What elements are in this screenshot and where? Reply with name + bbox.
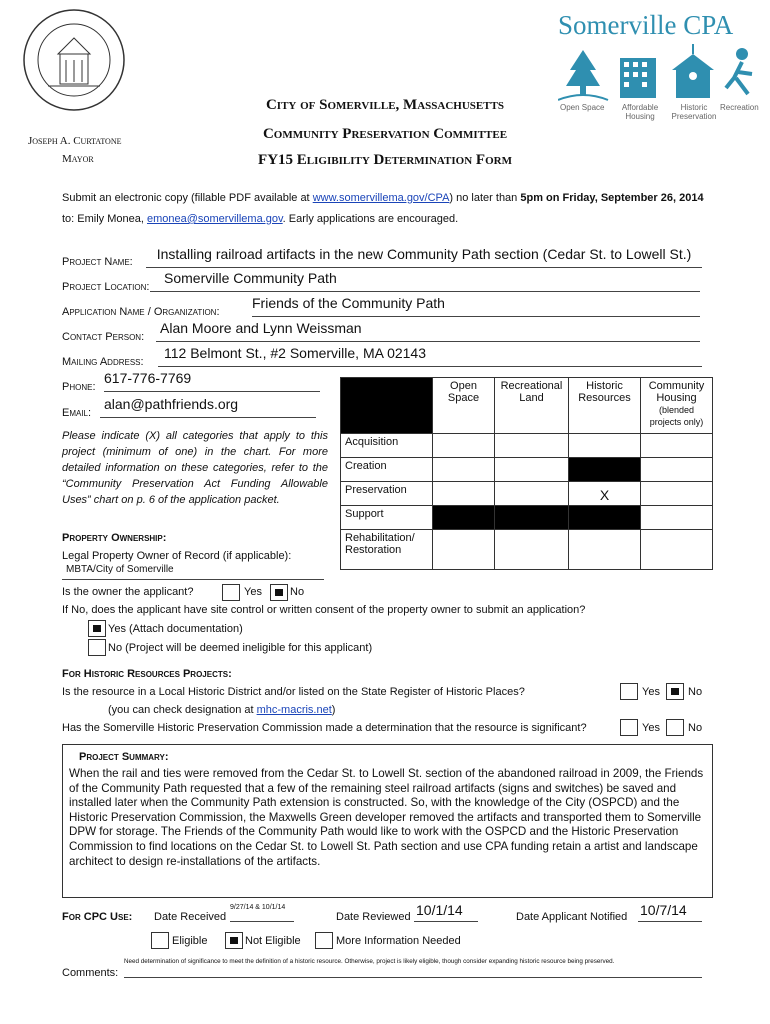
owner-label: Legal Property Owner of Record (if applicable): xyxy=(62,550,292,562)
cell-blocked xyxy=(569,506,641,530)
cell[interactable] xyxy=(641,482,713,506)
cell[interactable] xyxy=(569,434,641,458)
date-reviewed-field[interactable]: 10/1/14 xyxy=(414,902,478,922)
historic-q1: Is the resource in a Local Historic District and/or listed on the State Register of Historic Places? xyxy=(62,686,525,698)
eligible-checkbox[interactable] xyxy=(151,932,169,949)
cell[interactable] xyxy=(495,530,569,570)
brand-icons xyxy=(558,44,763,102)
project-name-field[interactable]: Installing railroad artifacts in the new Community Path section (Cedar St. to Lowell St.) xyxy=(146,246,702,268)
historic-heading: For Historic Resources Projects: xyxy=(62,668,232,680)
cell[interactable] xyxy=(495,458,569,482)
row-rehabilitation: Rehabilitation/ Restoration xyxy=(341,530,433,570)
project-location-label: Project Location: xyxy=(62,281,150,293)
row-acquisition: Acquisition xyxy=(341,434,433,458)
cpc-heading: For CPC Use: xyxy=(62,911,133,923)
contact-label: Contact Person: xyxy=(62,331,145,343)
cell-blocked xyxy=(569,458,641,482)
chart-corner xyxy=(341,378,433,434)
project-name-label: Project Name: xyxy=(62,256,133,268)
ownership-heading: Property Ownership: xyxy=(62,532,167,544)
q2-no-label: No xyxy=(688,722,703,734)
cell-blocked xyxy=(495,506,569,530)
date-reviewed-label: Date Reviewed xyxy=(336,911,411,923)
cell[interactable] xyxy=(433,434,495,458)
q2-yes-checkbox[interactable] xyxy=(620,719,638,736)
site-control-question: If No, does the applicant have site control or written consent of the property owner to submit an application? xyxy=(62,604,586,616)
q1-yes-label: Yes xyxy=(642,686,660,698)
historic-q1-note: (you can check designation at mhc-macris.net) xyxy=(108,704,336,716)
q2-no-checkbox[interactable] xyxy=(666,719,684,736)
cpa-link[interactable]: www.somervillema.gov/CPA xyxy=(312,192,450,204)
not-eligible-checkbox[interactable] xyxy=(225,932,243,949)
site-control-no-label: No (Project will be deemed ineligible for this applicant) xyxy=(108,642,373,654)
owner-no-checkbox[interactable] xyxy=(270,584,288,601)
row-preservation: Preservation xyxy=(341,482,433,506)
cell[interactable] xyxy=(433,482,495,506)
q1-yes-checkbox[interactable] xyxy=(620,683,638,700)
summary-text: When the rail and ties were removed from the Cedar St. to Lowell St. section of the abandoned railroad in 2009, the Friends of the Community Path requested that a few of the remaining steel railroad artifacts (signs and switches) be saved and installed later when the Community Path extension is constructed. So, with the knowledge of the City (OSPCD) and the Historic Preservation Commission, the Maxwells Green developer removed the artifacts and transported them to Somerville DPW for storage. The Friends of the Community Path would like to work with the OSPCD and the Historic Preservation Commission to find locations on the Cedar St. to Lowell St. Path section and use CPA funding retain a artist and landscape architect to design re-installations of the artifacts. xyxy=(69,767,704,868)
tree-icon xyxy=(566,50,600,86)
mayor-title: Mayor xyxy=(62,153,94,165)
contact-field[interactable]: Alan Moore and Lynn Weissman xyxy=(156,320,700,342)
site-control-yes-checkbox[interactable] xyxy=(88,620,106,637)
brand-name: Somerville CPA xyxy=(558,10,734,40)
address-field[interactable]: 112 Belmont St., #2 Somerville, MA 02143 xyxy=(158,345,702,367)
owner-no-label: No xyxy=(290,586,305,598)
phone-field[interactable]: 617-776-7769 xyxy=(104,370,320,392)
row-support: Support xyxy=(341,506,433,530)
eligible-label: Eligible xyxy=(172,935,208,947)
categories-note: Please indicate (X) all categories that apply to this project (minimum of one) in the chart. For more detailed information on these categories, refer to the “Community Preservation Act Funding Allowable Uses” chart on p. 6 of the application packet. xyxy=(62,430,328,506)
email-link[interactable]: emonea@somervillema.gov xyxy=(146,213,283,225)
comments-field[interactable]: Need determination of significance to meet the definition of a historic resource. Otherwise, project is likely eligible, though consider expanding historic resource being preserved. xyxy=(124,958,702,978)
q1-no-checkbox[interactable] xyxy=(666,683,684,700)
site-control-no-checkbox[interactable] xyxy=(88,639,106,656)
cell[interactable] xyxy=(569,530,641,570)
category-chart xyxy=(340,377,713,570)
owner-yes-label: Yes xyxy=(244,586,262,598)
not-eligible-label: Not Eligible xyxy=(245,935,301,947)
cell[interactable] xyxy=(641,530,713,570)
date-received-label: Date Received xyxy=(154,911,227,923)
owner-field[interactable]: MBTA/City of Somerville xyxy=(62,564,324,580)
runner-icon xyxy=(736,48,748,60)
comments-label: Comments: xyxy=(62,967,119,979)
cell[interactable] xyxy=(495,482,569,506)
instructions: Submit an electronic copy (fillable PDF available at www.somervillema.gov/CPA) no later than 5pm on Friday, September 26, 2014 to: Emily Monea, emonea@somervillema.gov. Early applications are encouraged. xyxy=(62,192,704,225)
project-summary-box[interactable] xyxy=(62,744,713,898)
brand-cat-3: Recreation xyxy=(720,103,759,112)
applicant-label: Application Name / Organization: xyxy=(62,306,220,318)
preservation-historic-mark[interactable]: X xyxy=(569,482,641,506)
header-line1: City of Somerville, Massachusetts xyxy=(265,97,505,113)
brand-cat-1: Affordable Housing xyxy=(621,103,659,121)
brand-cat-0: Open Space xyxy=(560,103,605,112)
date-received-field[interactable]: 9/27/14 & 10/1/14 xyxy=(230,904,294,922)
date-notified-label: Date Applicant Notified xyxy=(516,911,628,923)
deadline: 5pm on Friday, September 26, 2014 xyxy=(520,192,704,204)
col-historic-resources: Historic Resources xyxy=(569,378,641,434)
cell[interactable] xyxy=(433,458,495,482)
address-label: Mailing Address: xyxy=(62,356,144,368)
header-line3: FY15 Eligibility Determination Form xyxy=(258,152,512,168)
date-notified-field[interactable]: 10/7/14 xyxy=(638,902,702,922)
cell[interactable] xyxy=(433,530,495,570)
col-recreational-land: Recreational Land xyxy=(495,378,569,434)
macris-link[interactable]: mhc-macris.net xyxy=(256,704,332,716)
owner-question: Is the owner the applicant? xyxy=(62,586,194,598)
cell-blocked xyxy=(433,506,495,530)
city-seal xyxy=(22,8,126,112)
brand-cat-2: Historic Preservation xyxy=(671,103,717,121)
header-line2: Community Preservation Committee xyxy=(262,126,508,142)
phone-label: Phone: xyxy=(62,381,96,393)
summary-heading: Project Summary: xyxy=(79,751,169,763)
site-control-yes-label: Yes (Attach documentation) xyxy=(108,623,243,635)
project-location-field[interactable]: Somerville Community Path xyxy=(150,270,700,292)
historic-q2: Has the Somerville Historic Preservation Commission made a determination that the resource is significant? xyxy=(62,722,587,734)
row-creation: Creation xyxy=(341,458,433,482)
cell[interactable] xyxy=(495,434,569,458)
q1-no-label: No xyxy=(688,686,703,698)
mayor-name: Joseph A. Curtatone xyxy=(28,135,122,147)
more-info-checkbox[interactable] xyxy=(315,932,333,949)
cell[interactable] xyxy=(641,506,713,530)
email-label: Email: xyxy=(62,407,92,419)
cell[interactable] xyxy=(641,458,713,482)
email-field[interactable]: alan@pathfriends.org xyxy=(100,396,316,418)
more-info-label: More Information Needed xyxy=(336,935,461,947)
owner-yes-checkbox[interactable] xyxy=(222,584,240,601)
cell[interactable] xyxy=(641,434,713,458)
col-community-housing: Community Housing (blended projects only) xyxy=(641,378,713,434)
q2-yes-label: Yes xyxy=(642,722,660,734)
col-open-space: Open Space xyxy=(433,378,495,434)
applicant-field[interactable]: Friends of the Community Path xyxy=(252,295,700,317)
